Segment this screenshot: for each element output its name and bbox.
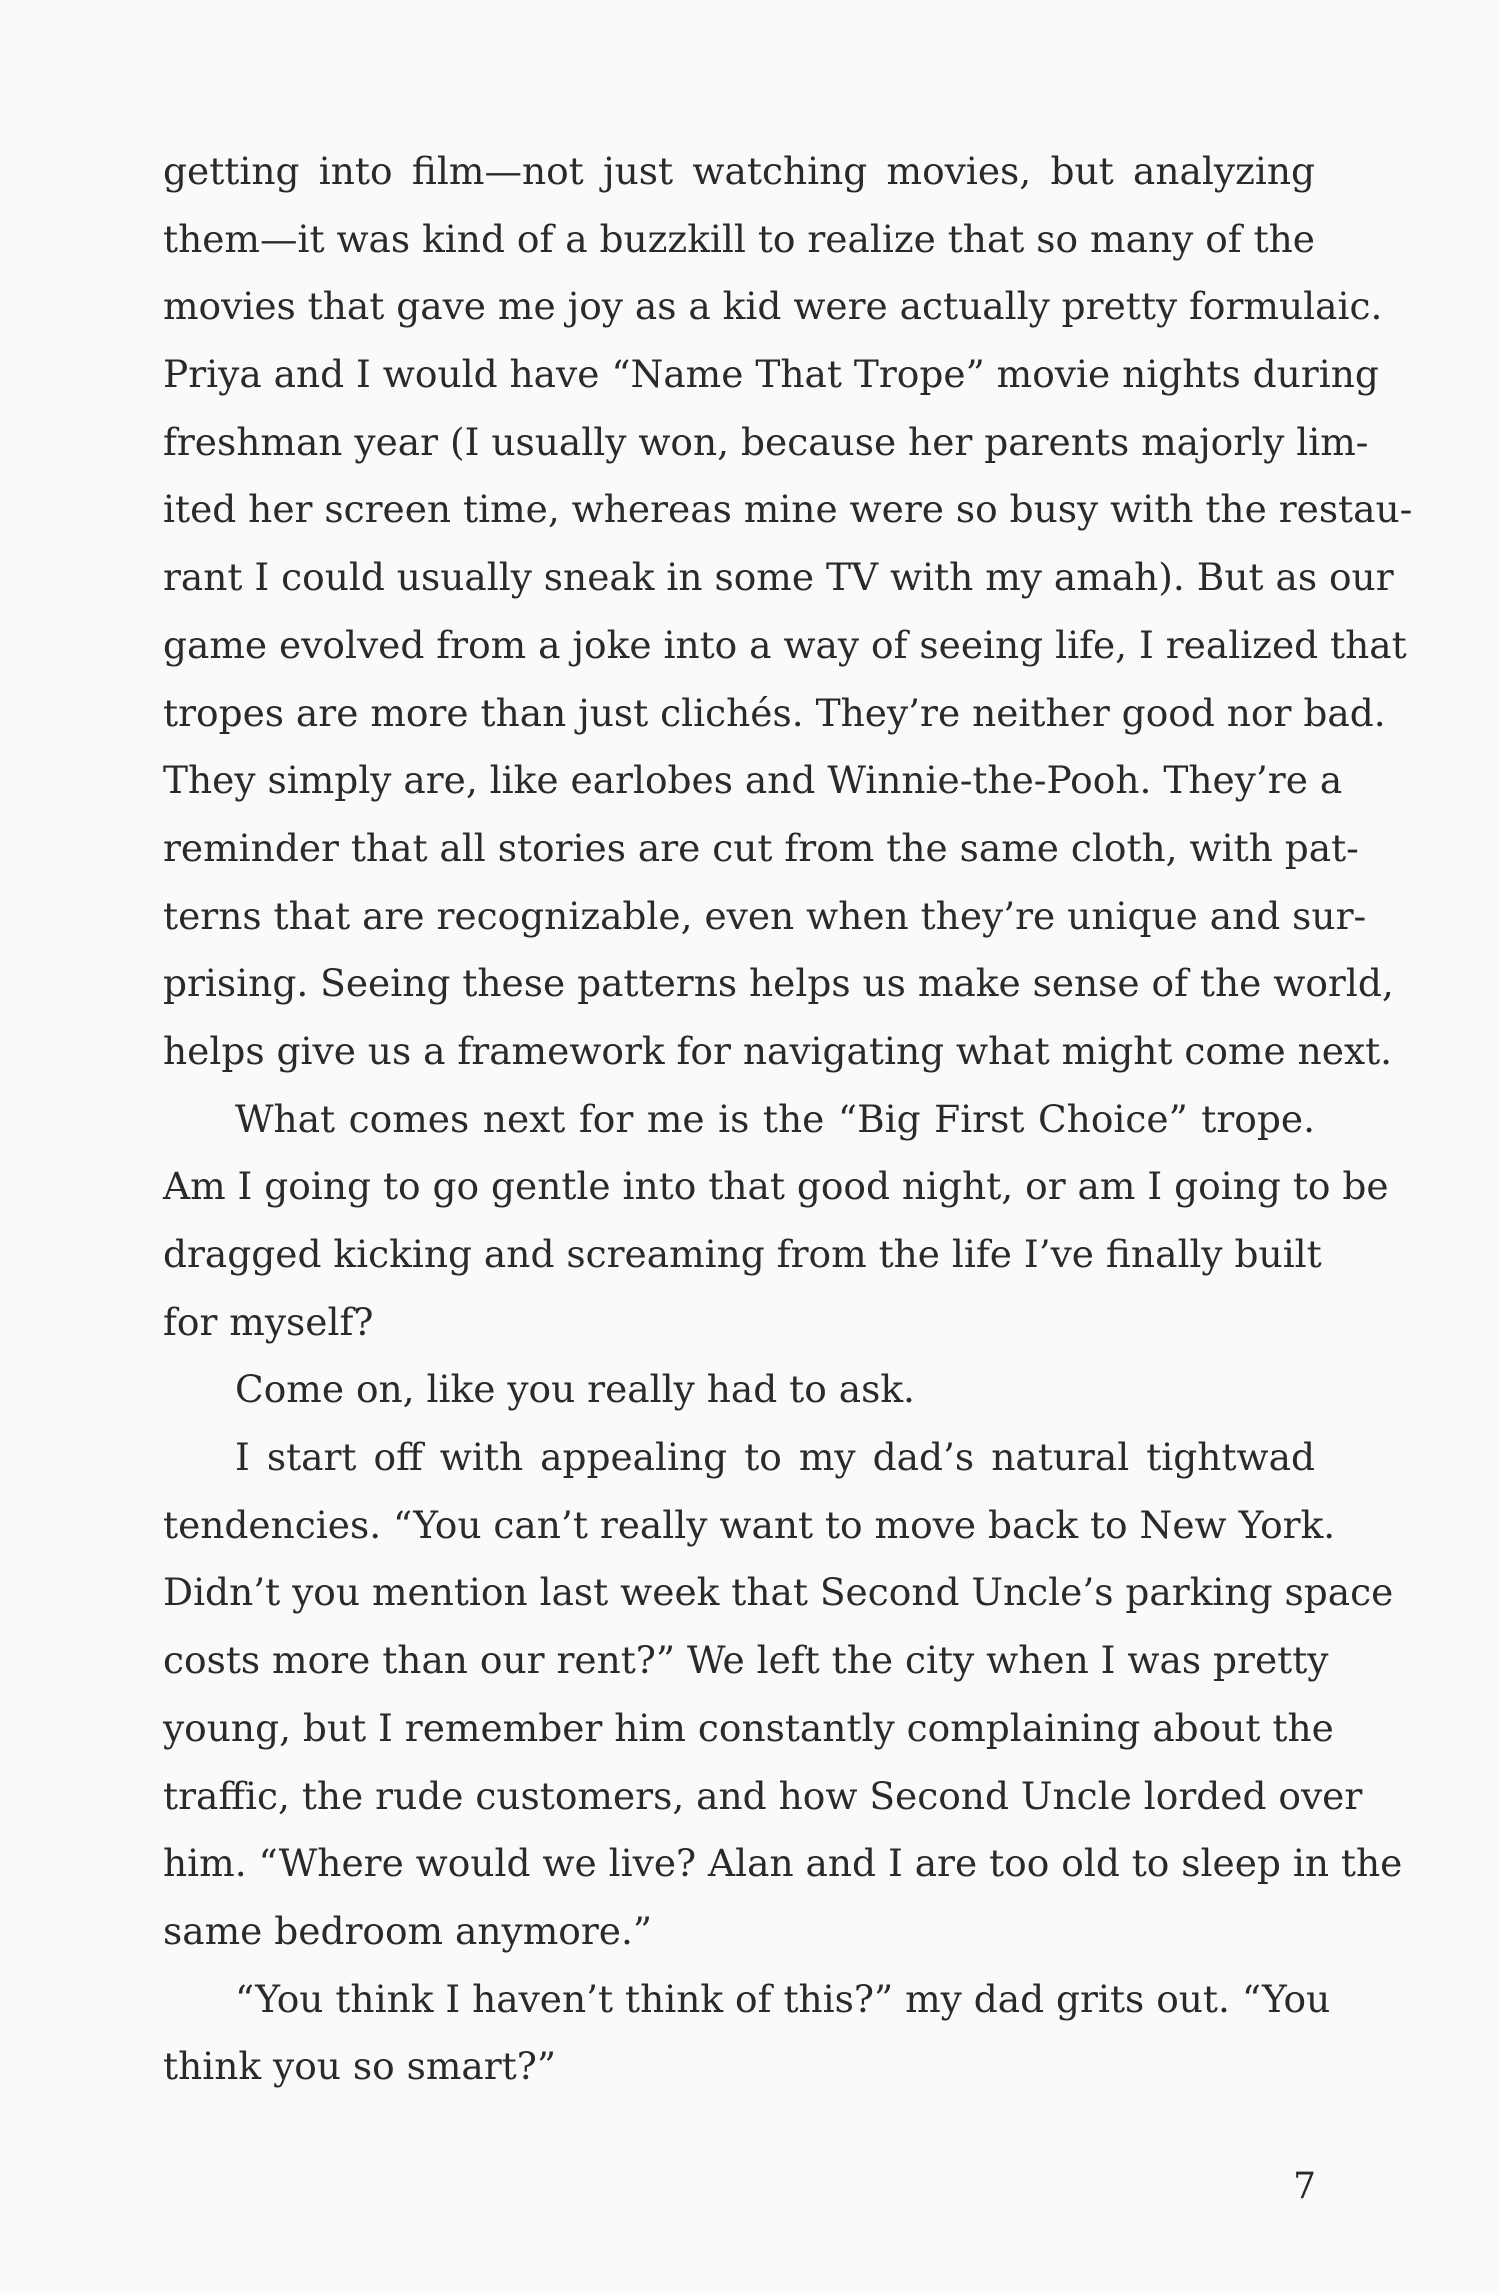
text-line: Come on, like you really had to ask. xyxy=(235,1367,915,1412)
text-line: I start off with appealing to my dad’s natural tightwad xyxy=(235,1435,1315,1480)
body-text xyxy=(163,138,1413,2101)
text-line: rant I could usually sneak in some TV with my amah). But as our xyxy=(163,555,1394,600)
paragraph xyxy=(163,1424,1403,1966)
text-line: dragged kicking and screaming from the life I’ve finally built xyxy=(163,1232,1322,1276)
paragraph xyxy=(163,1966,1331,2101)
text-line: getting into film—not just watching movies, but analyzing xyxy=(163,149,1315,193)
text-line: young, but I remember him constantly complaining about the xyxy=(163,1705,1334,1750)
page-number: 7 xyxy=(1293,2166,1316,2207)
text-line: Am I going to go gentle into that good night, or am I going to be xyxy=(163,1164,1389,1209)
text-line: terns that are recognizable, even when they’re unique and sur- xyxy=(163,893,1367,938)
text-line: think you so smart?” xyxy=(163,2044,557,2089)
paragraph xyxy=(163,1086,1389,1357)
text-line: him. “Where would we live? Alan and I are too old to sleep in the xyxy=(163,1841,1403,1886)
text-line: traffic, the rude customers, and how Second Uncle lorded over xyxy=(163,1773,1363,1818)
text-line: for myself? xyxy=(163,1299,374,1344)
text-line: freshman year (I usually won, because her parents majorly lim- xyxy=(163,419,1369,464)
text-line: them—it was kind of a buzzkill to realize that so many of the xyxy=(163,216,1315,261)
text-line: What comes next for me is the “Big First Choice” trope. xyxy=(235,1096,1315,1141)
paragraph xyxy=(163,138,1413,1086)
text-line: movies that gave me joy as a kid were actually pretty formulaic. xyxy=(163,284,1383,329)
text-line: prising. Seeing these patterns helps us make sense of the world, xyxy=(163,961,1394,1006)
text-line: tropes are more than just clichés. They’re neither good nor bad. xyxy=(163,690,1386,735)
text-line: Priya and I would have “Name That Trope” movie nights during xyxy=(163,352,1379,397)
text-line: game evolved from a joke into a way of seeing life, I realized that xyxy=(163,622,1407,667)
text-line: costs more than our rent?” We left the city when I was pretty xyxy=(163,1638,1329,1683)
paragraph xyxy=(163,1356,1315,1424)
text-line: reminder that all stories are cut from the same cloth, with pat- xyxy=(163,825,1359,870)
text-line: helps give us a framework for navigating what might come next. xyxy=(163,1028,1393,1073)
text-line: “You think I haven’t think of this?” my dad grits out. “You xyxy=(235,1976,1331,2021)
text-line: Didn’t you mention last week that Second Uncle’s parking space xyxy=(163,1570,1394,1615)
text-line: same bedroom anymore.” xyxy=(163,1908,653,1953)
text-line: ited her screen time, whereas mine were so busy with the restau- xyxy=(163,487,1413,532)
text-line: tendencies. “You can’t really want to move back to New York. xyxy=(163,1502,1336,1547)
text-line: They simply are, like earlobes and Winnie-the-Pooh. They’re a xyxy=(163,758,1343,803)
